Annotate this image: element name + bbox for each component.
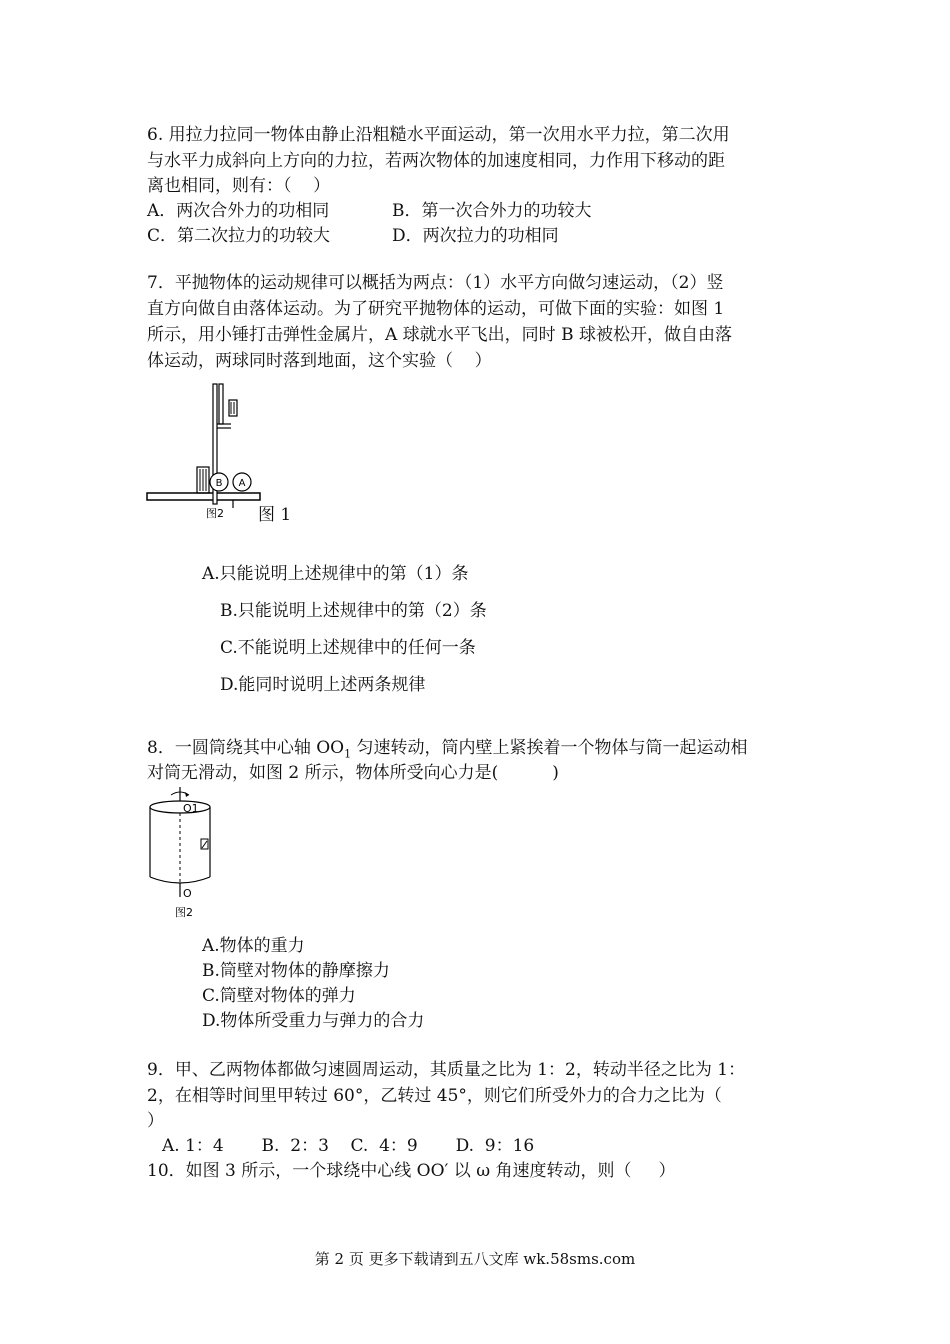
q8-option-b: B.筒壁对物体的静摩擦力 [202,961,390,981]
q8-line-1: 8．一圆筒绕其中心轴 $OO_1$ 匀速转动，筒内壁上紧挨着一个物体与筒一起运动相 [147,738,748,761]
q6-option-b: B．第一次合外力的功较大 [392,201,592,221]
ball-a-label: A [238,478,246,489]
q7-line-1: 7．平抛物体的运动规律可以概括为两点：（1）水平方向做匀速运动，（2）竖 [147,273,724,293]
q6-line-1: 6. 用拉力拉同一物体由静止沿粗糙水平面运动，第一次用水平力拉，第二次用 [147,125,730,145]
q8-axis-bottom-label: O [183,887,192,900]
q8-axis-top-label: O1 [183,802,199,815]
q10-line-1: 10．如图 3 所示，一个球绕中心线 OO′ 以 ω 角速度转动，则（ ） [147,1161,676,1181]
q9-line-3: ） [147,1111,164,1131]
q8-option-d: D.物体所受重力与弹力的合力 [202,1011,425,1031]
q9-line-2: 2，在相等时间里甲转过 60°，乙转过 45°，则它们所受外力的合力之比为（ [147,1086,722,1106]
q7-figure-apparatus [145,380,265,520]
q7-line-3: 所示，用小锤打击弹性金属片，A 球就水平飞出，同时 B 球被松开，做自由落 [147,325,732,345]
q6-option-c: C．第二次拉力的功较大 [147,226,331,246]
q8-line-2: 对筒无滑动，如图 2 所示，物体所受向心力是( ) [147,763,559,783]
page-footer: 第 2 页 更多下载请到五八文库 wk.58sms.com [314,1250,636,1268]
q6-option-a: A．两次合外力的功相同 [147,201,330,221]
q8-option-a: A.物体的重力 [202,936,305,956]
q7-option-b: B.只能说明上述规律中的第（2）条 [220,601,487,621]
q9-options: A. 1：4 B. 2：3 C. 4：9 D. 9：16 [162,1136,535,1156]
q6-line-2: 与水平力成斜向上方向的力拉，若两次物体的加速度相同，力作用下移动的距 [147,151,725,171]
q8-option-c: C.筒壁对物体的弹力 [202,986,356,1006]
q7-line-2: 直方向做自由落体运动。为了研究平抛物体的运动，可做下面的实验：如图 1 [147,299,725,319]
q6-option-d: D．两次拉力的功相同 [392,226,559,246]
q7-figure-caption: 图 1 [258,505,292,525]
q7-option-d: D.能同时说明上述两条规律 [220,675,426,695]
ball-b-label: B [215,478,223,489]
q8-figure-cylinder [145,785,220,925]
q7-figure-inner-label: 图2 [206,507,224,520]
q8-figure-caption: 图2 [175,906,193,919]
q7-option-a: A.只能说明上述规律中的第（1）条 [202,564,469,584]
q9-line-1: 9．甲、乙两物体都做匀速圆周运动，其质量之比为 1：2，转动半径之比为 1： [147,1060,746,1080]
q7-line-4: 体运动，两球同时落到地面，这个实验（ ） [147,351,492,371]
q7-option-c: C.不能说明上述规律中的任何一条 [220,638,476,658]
q6-line-3: 离也相同，则有：（ ） [147,176,331,196]
